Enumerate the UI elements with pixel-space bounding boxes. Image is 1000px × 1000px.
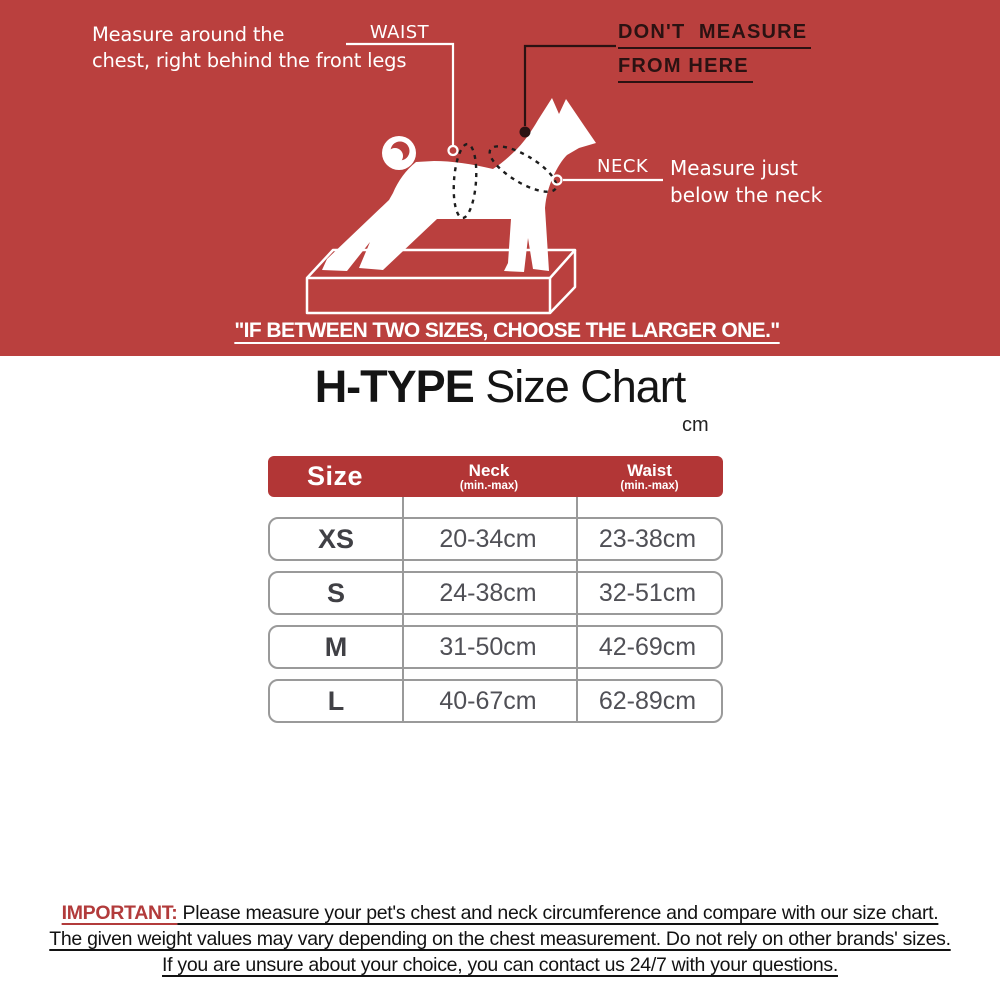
- dont-measure-line2: FROM HERE: [618, 55, 753, 83]
- note-line-3-text: If you are unsure about your choice, you can contact us 24/7 with your questions.: [162, 954, 838, 976]
- neck-range-cell: 24-38cm: [439, 578, 537, 607]
- waist-label: WAIST: [369, 22, 430, 43]
- size-cell: M: [324, 631, 348, 662]
- header-neck: [402, 456, 576, 497]
- neck-note-line1: Measure just: [670, 156, 798, 180]
- page-title: [0, 361, 1000, 413]
- title-suffix: Size Chart: [473, 361, 686, 412]
- table-row-s: [268, 571, 723, 615]
- size-table: [268, 456, 723, 723]
- dont-measure-marker-dot: [520, 127, 531, 138]
- neck-range-cell: 40-67cm: [439, 686, 537, 715]
- note-line-1: [0, 901, 1000, 927]
- dont-measure-warning: [618, 21, 811, 83]
- neck-note-line2: below the neck: [670, 183, 823, 207]
- table-row-xs: [268, 517, 723, 561]
- header-neck-label: Neck: [468, 460, 510, 480]
- size-cell: L: [327, 685, 345, 716]
- neck-label: NECK: [597, 156, 649, 177]
- chest-note-line2: chest, right behind the front legs: [92, 49, 407, 72]
- neck-range-cell: 31-50cm: [439, 632, 537, 661]
- waist-range-cell: 32-51cm: [598, 578, 697, 607]
- measurement-diagram-section: [0, 0, 1000, 356]
- chest-note-line1: Measure around the: [92, 23, 285, 46]
- header-size: Size: [306, 461, 364, 491]
- header-waist-label: Waist: [627, 460, 672, 480]
- dont-measure-line1: DON'T MEASURE: [618, 21, 811, 49]
- note-line-3: [0, 953, 1000, 979]
- neck-measure-note: [670, 155, 822, 209]
- waist-range-cell: 62-89cm: [598, 686, 697, 715]
- table-header-row: [268, 456, 723, 497]
- important-notes: [0, 901, 1000, 979]
- table-row-l: [268, 679, 723, 723]
- sizing-advice-quote: "IF BETWEEN TWO SIZES, CHOOSE THE LARGER ONE.": [234, 319, 780, 342]
- note-line-1-text: Please measure your pet's chest and neck circumference and compare with our size chart.: [177, 902, 939, 924]
- waist-marker-circle: [449, 146, 458, 155]
- waist-range-cell: 23-38cm: [598, 524, 697, 553]
- header-waist-sub: (min.-max): [620, 479, 679, 492]
- note-line-2: [0, 927, 1000, 953]
- table-row-m: [268, 625, 723, 669]
- size-cell: S: [326, 577, 345, 608]
- note-line-2-text: The given weight values may vary depending on the chest measurement. Do not rely on other brands' sizes.: [49, 928, 951, 950]
- unit-label: cm: [682, 414, 709, 436]
- header-neck-sub: (min.-max): [459, 479, 519, 492]
- waist-range-cell: 42-69cm: [598, 632, 697, 661]
- product-type-label: H-TYPE: [314, 361, 474, 412]
- header-waist: [576, 456, 723, 497]
- neck-range-cell: 20-34cm: [439, 524, 537, 553]
- size-cell: XS: [317, 523, 355, 554]
- important-label: IMPORTANT:: [61, 902, 178, 924]
